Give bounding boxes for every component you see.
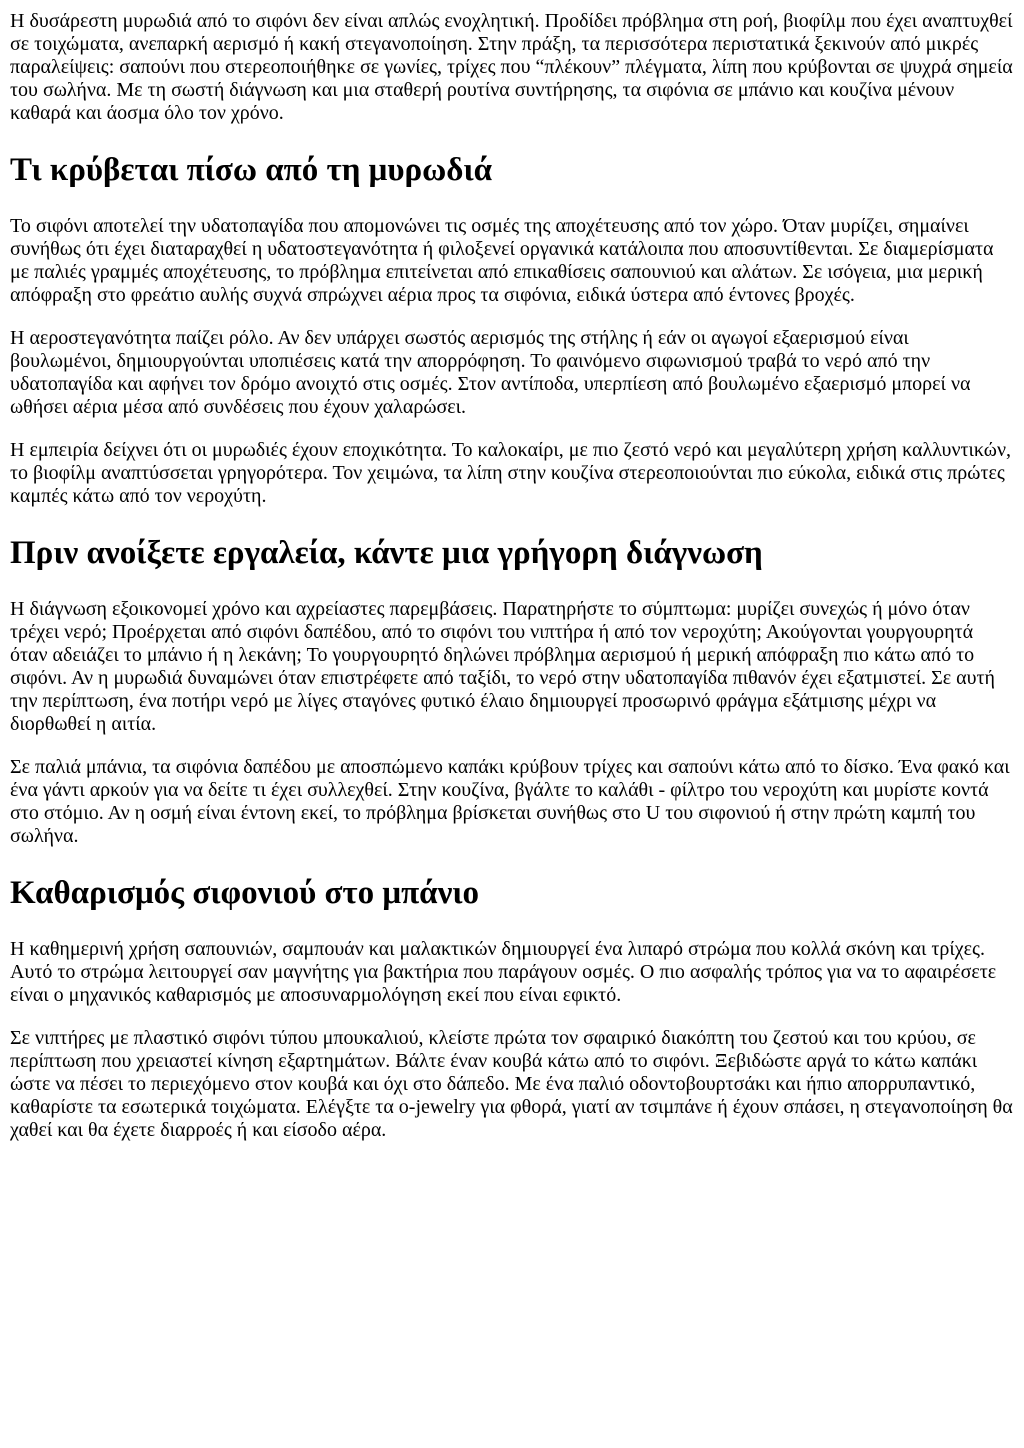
article-body (10, 10, 1014, 1142)
paragraph-water-trap: Το σιφόνι αποτελεί την υδατοπαγίδα που απομονώνει τις οσμές της αποχέτευσης από τον χώρο. Όταν μυρίζει, σημαίνει συνήθως ότι έχει διαταραχθεί η υδατοστεγανότητα ή φιλοξενεί οργανικά κατάλοιπα που αποσυντίθενται. Σε διαμερίσματα με παλιές γραμμές αποχέτευσης, το πρόβλημα επιτείνεται από επικαθίσεις σαπουνιού και αλάτων. Σε ισόγεια, μια μερική απόφραξη στο φρεάτιο αυλής συχνά σπρώχνει αέρια προς τα σιφόνια, ειδικά ύστερα από έντονες βροχές. (10, 215, 994, 306)
section-heading-bathroom-cleaning: Καθαρισμός σιφονιού στο μπάνιο (10, 875, 480, 911)
intro-paragraph: Η δυσάρεστη μυρωδιά από το σιφόνι δεν είναι απλώς ενοχλητική. Προδίδει πρόβλημα στη ροή, βιοφίλμ που έχει αναπτυχθεί σε τοιχώματα, ανεπαρκή αερισμό ή κακή στεγανοποίηση. Στην πράξη, τα περισσότερα περιστατικά ξεκινούν από μικρές παραλείψεις: σαπούνι που στερεοποιήθηκε σε γωνίες, τρίχες που “πλέκουν” πλέγματα, λίπη που κρύβονται σε ψυχρά σημεία του σωλήνα. Με τη σωστή διάγνωση και μια σταθερή ρουτίνα συντήρησης, τα σιφόνια σε μπάνιο και κουζίνα μένουν καθαρά και άοσμα όλο τον χρόνο. (10, 10, 1013, 124)
section-heading-quick-diagnosis: Πριν ανοίξετε εργαλεία, κάντε μια γρήγορη διάγνωση (10, 535, 763, 571)
paragraph-air-tightness: Η αεροστεγανότητα παίζει ρόλο. Αν δεν υπάρχει σωστός αερισμός της στήλης ή εάν οι αγωγοί εξαερισμού είναι βουλωμένοι, δημιουργούνται υποπιέσεις κατά την απορρόφηση. Το φαινόμενο σιφωνισμού τραβά το νερό από την υδατοπαγίδα και αφήνει τον δρόμο ανοιχτό στις οσμές. Στον αντίποδα, υπερπίεση από βουλωμένο εξαερισμό μπορεί να ωθήσει αέρια μέσα από συνδέσεις που έχουν χαλαρώσει. (10, 327, 971, 418)
paragraph-diagnosis-symptoms: Η διάγνωση εξοικονομεί χρόνο και αχρείαστες παρεμβάσεις. Παρατηρήστε το σύμπτωμα: μυρίζει συνεχώς ή μόνο όταν τρέχει νερό; Προέρχεται από σιφόνι δαπέδου, από το σιφόνι του νιπτήρα ή από τον νεροχύτη; Ακούγονται γουργουρητά όταν αδειάζει το μπάνιο ή η λεκάνη; Το γουργουρητό δηλώνει πρόβλημα αερισμού ή μερική απόφραξη πιο κάτω από το σιφόνι. Αν η μυρωδιά δυναμώνει όταν επιστρέφετε από ταξίδι, το νερό στην υδατοπαγίδα πιθανόν έχει εξατμιστεί. Σε αυτή την περίπτωση, ένα ποτήρι νερό με λίγες σταγόνες φυτικό έλαιο δημιουργεί προσωρινό φράγμα εξάτμισης μέχρι να διορθωθεί η αιτία. (10, 598, 995, 735)
paragraph-seasonality: Η εμπειρία δείχνει ότι οι μυρωδιές έχουν εποχικότητα. Το καλοκαίρι, με πιο ζεστό νερό και μεγαλύτερη χρήση καλλυντικών, το βιοφίλμ αναπτύσσεται γρηγορότερα. Τον χειμώνα, τα λίπη στην κουζίνα στερεοποιούνται πιο εύκολα, ειδικά στις πρώτες καμπές κάτω από τον νεροχύτη. (10, 439, 1012, 507)
section-heading-smell-cause: Τι κρύβεται πίσω από τη μυρωδιά (10, 152, 493, 188)
paragraph-bottle-trap-cleaning: Σε νιπτήρες με πλαστικό σιφόνι τύπου μπουκαλιού, κλείστε πρώτα τον σφαιρικό διακόπτη του ζεστού και του κρύου, σε περίπτωση που χρειαστεί κίνηση εξαρτημάτων. Βάλτε έναν κουβά κάτω από το σιφόνι. Ξεβιδώστε αργά το κάτω καπάκι ώστε να πέσει το περιεχόμενο στον κουβά και όχι στο δάπεδο. Με ένα παλιό οδοντοβουρτσάκι και ήπιο απορρυπαντικό, καθαρίστε τα εσωτερικά τοιχώματα. Ελέγξτε τα o-jewelry για φθορά, γιατί αν τσιμπάνε ή έχουν σπάσει, η στεγανοποίηση θα χαθεί και θα έχετε διαρροές ή και είσοδο αέρα. (10, 1027, 1013, 1141)
paragraph-soap-film: Η καθημερινή χρήση σαπουνιών, σαμπουάν και μαλακτικών δημιουργεί ένα λιπαρό στρώμα που κολλά σκόνη και τρίχες. Αυτό το στρώμα λειτουργεί σαν μαγνήτης για βακτήρια που παράγουν οσμές. Ο πιο ασφαλής τρόπος για να το αφαιρέσετε είναι ο μηχανικός καθαρισμός με αποσυναρμολόγηση εκεί που είναι εφικτό. (10, 938, 997, 1006)
paragraph-floor-traps: Σε παλιά μπάνια, τα σιφόνια δαπέδου με αποσπώμενο καπάκι κρύβουν τρίχες και σαπούνι κάτω από το δίσκο. Ένα φακό και ένα γάντι αρκούν για να δείτε τι έχει συλλεχθεί. Στην κουζίνα, βγάλτε το καλάθι - φίλτρο του νεροχύτη και μυρίστε κοντά στο στόμιο. Αν η οσμή είναι έντονη εκεί, το πρόβλημα βρίσκεται συνήθως στο U του σιφονιού ή στην πρώτη καμπή του σωλήνα. (10, 756, 1010, 847)
